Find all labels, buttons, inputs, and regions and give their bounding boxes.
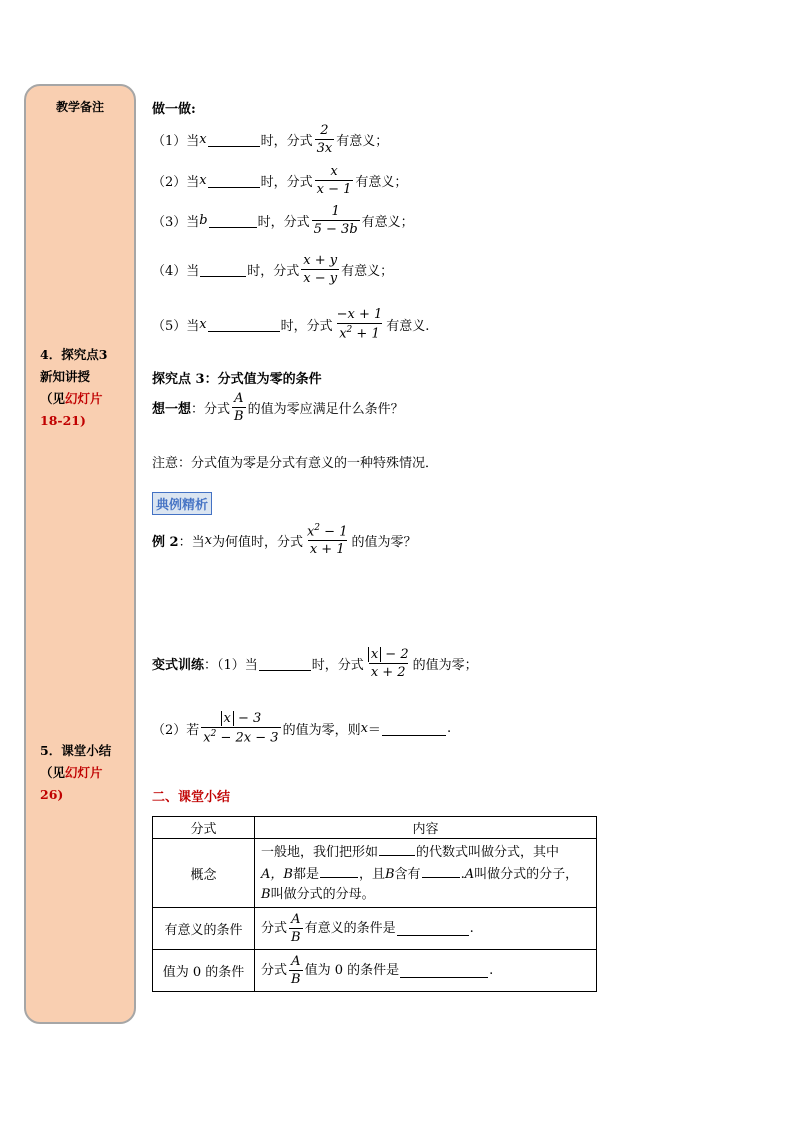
fraction: $\frac{1}{5 - 3b}$ [313,204,358,237]
sidebar-title: 教学备注 [55,100,104,114]
practice-item-4: （4）当 时，分式 $\frac{x + y}{x - y}$ 有意义； [152,253,394,286]
answer-blank[interactable] [397,921,469,936]
practice-item-3: （3）当 b 时，分式 $\frac{1}{5 - 3b}$ 有意义； [152,204,414,237]
answer-blank[interactable] [209,213,257,228]
fraction: $\frac{A}{B}$ [234,391,244,424]
note-line: 注意：分式值为零是分式有意义的一种特殊情况． [152,456,439,471]
answer-blank[interactable] [208,173,260,188]
summary-heading: 二、课堂小结 [152,790,231,805]
fraction: $\frac{-x + 1}{x^2 + 1}$ [336,307,383,342]
fraction: $\frac{2}{3x}$ [316,123,333,156]
answer-blank[interactable] [320,863,358,878]
table-row: 值为 0 的条件 分式 $\frac{A}{B}$ 值为 0 的条件是 . [153,950,597,992]
variant-2: （2）若 $\frac{x - 3}{x^2 - 2x - 3}$ 的值为零，则 x ＝ . [152,711,452,746]
practice-item-2: （2）当 x 时，分式 $\frac{x}{x - 1}$ 有意义； [152,164,408,197]
answer-blank[interactable] [208,317,280,332]
sidebar-note-summary: 5．课堂小结 （见幻灯片 26) [40,743,112,802]
table-header: 分式 内容 [153,817,597,839]
answer-blank[interactable] [382,721,446,736]
table-row: 概念 一般地，我们把形如 的代数式叫做分式，其中 A，B都是 ，且B含有 .A叫做分式的分子， B叫做分式的分母。 [153,839,597,908]
answer-blank[interactable] [259,656,311,671]
variant-1: 变式训练 ：（1）当 时，分式 $\frac{x - 2}{x + 2}$ 的值为零； [152,647,478,680]
example-badge: 典例精析 [152,492,212,515]
summary-table [152,816,597,992]
answer-blank[interactable] [208,132,260,147]
practice-heading: 做一做: [152,102,196,117]
fraction: $\frac{x^2 - 1}{x + 1}$ [306,523,348,558]
fraction: $\frac{x}{x - 1}$ [316,164,352,197]
answer-blank[interactable] [400,963,488,978]
answer-blank[interactable] [200,262,246,277]
answer-blank[interactable] [422,863,460,878]
teaching-notes-sidebar [24,84,136,1024]
fraction: $\frac{x - 3}{x^2 - 2x - 3}$ [203,711,279,746]
explore-title: 探究点 3：分式值为零的条件 [152,372,322,387]
fraction: $\frac{x + y}{x - y}$ [303,253,338,286]
fraction: $\frac{A}{B}$ [291,954,301,987]
sidebar-note-explore: 4．探究点3 新知讲授 （见幻灯片 18-21) [40,347,108,428]
practice-item-1: （1）当 x 时，分式 $\frac{2}{3x}$ 有意义； [152,123,389,156]
table-row: 有意义的条件 分式 $\frac{A}{B}$ 有意义的条件是 . [153,908,597,950]
fraction: $\frac{A}{B}$ [291,912,301,945]
think-line: 想一想 ：分式 $\frac{A}{B}$ 的值为零应满足什么条件？ [152,391,404,424]
answer-blank[interactable] [379,841,415,856]
fraction: $\frac{x - 2}{x + 2}$ [366,648,411,679]
example-2: 例 2 ：当 x 为何值时，分式 $\frac{x^2 - 1}{x + 1}$ 的值为零？ [152,523,417,558]
practice-item-5: （5）当 x 时，分式 $\frac{-x + 1}{x^2 + 1}$ 有意义. [152,307,430,342]
